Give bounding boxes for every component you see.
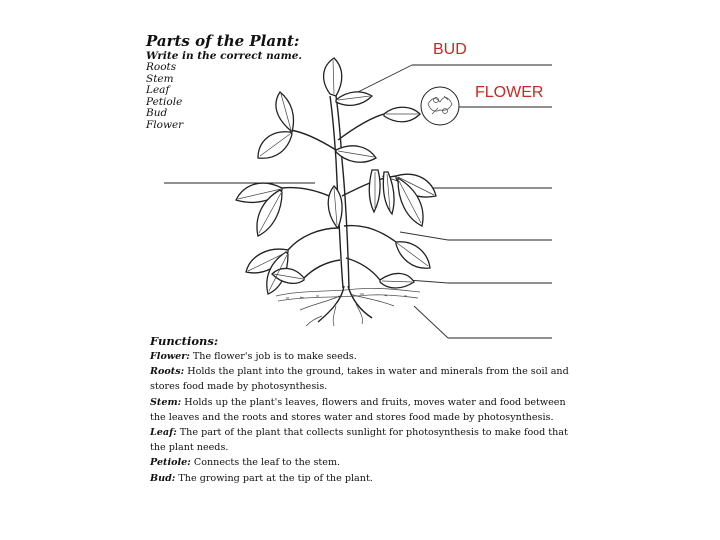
answer-blanks — [164, 65, 552, 338]
function-text: Holds the plant into the ground, takes in water and minerals from the soil and stores food made by photosynthesis. — [150, 366, 569, 393]
word-bank-item: Flower — [146, 118, 184, 131]
roots — [300, 286, 394, 326]
answer-bud: BUD — [433, 41, 467, 58]
function-term: Petiole: — [150, 457, 191, 469]
hanging-flowers — [369, 170, 394, 214]
function-term: Bud: — [150, 472, 176, 484]
soil — [276, 288, 420, 301]
functions-section — [150, 334, 570, 486]
leaf — [328, 186, 342, 228]
function-term: Roots: — [150, 366, 185, 378]
word-bank-item: Leaf — [146, 84, 170, 97]
function-item — [150, 395, 570, 425]
leaf — [380, 273, 414, 288]
word-bank-item: Bud — [146, 107, 168, 120]
function-text: The part of the plant that collects sunlight for photosynthesis to make food that the plant needs. — [150, 427, 568, 454]
function-item — [150, 349, 570, 364]
word-bank-item: Stem — [146, 72, 174, 85]
word-bank-item: Roots — [146, 61, 177, 73]
word-bank-item: Petiole — [146, 95, 183, 108]
worksheet-title: Parts of the Plant: — [146, 32, 300, 50]
leaf — [384, 107, 420, 122]
function-term: Leaf: — [150, 427, 177, 439]
function-item — [150, 364, 570, 394]
leaf — [276, 92, 294, 132]
functions-heading: Functions: — [150, 334, 219, 348]
leaves — [236, 58, 436, 294]
function-text: Holds up the plant's leaves, flowers and fruits, moves water and food between the leaves and the roots and stores water and stores food made by photosynthesis. — [150, 396, 566, 423]
function-term: Flower: — [150, 351, 190, 362]
leaf — [324, 58, 342, 96]
function-text: The growing part at the tip of the plant. — [175, 472, 373, 484]
function-text: Connects the leaf to the stem. — [190, 457, 341, 469]
leaf — [336, 92, 372, 105]
answer-flower: FLOWER — [475, 84, 544, 101]
function-item — [150, 455, 570, 470]
function-item — [150, 425, 570, 455]
flower-inset — [421, 87, 459, 125]
function-term: Stem: — [150, 396, 182, 408]
worksheet-instructions: Write in the correct name. — [146, 50, 303, 62]
function-text: The flower's job is to make seeds. — [189, 351, 357, 362]
function-item — [150, 471, 570, 486]
